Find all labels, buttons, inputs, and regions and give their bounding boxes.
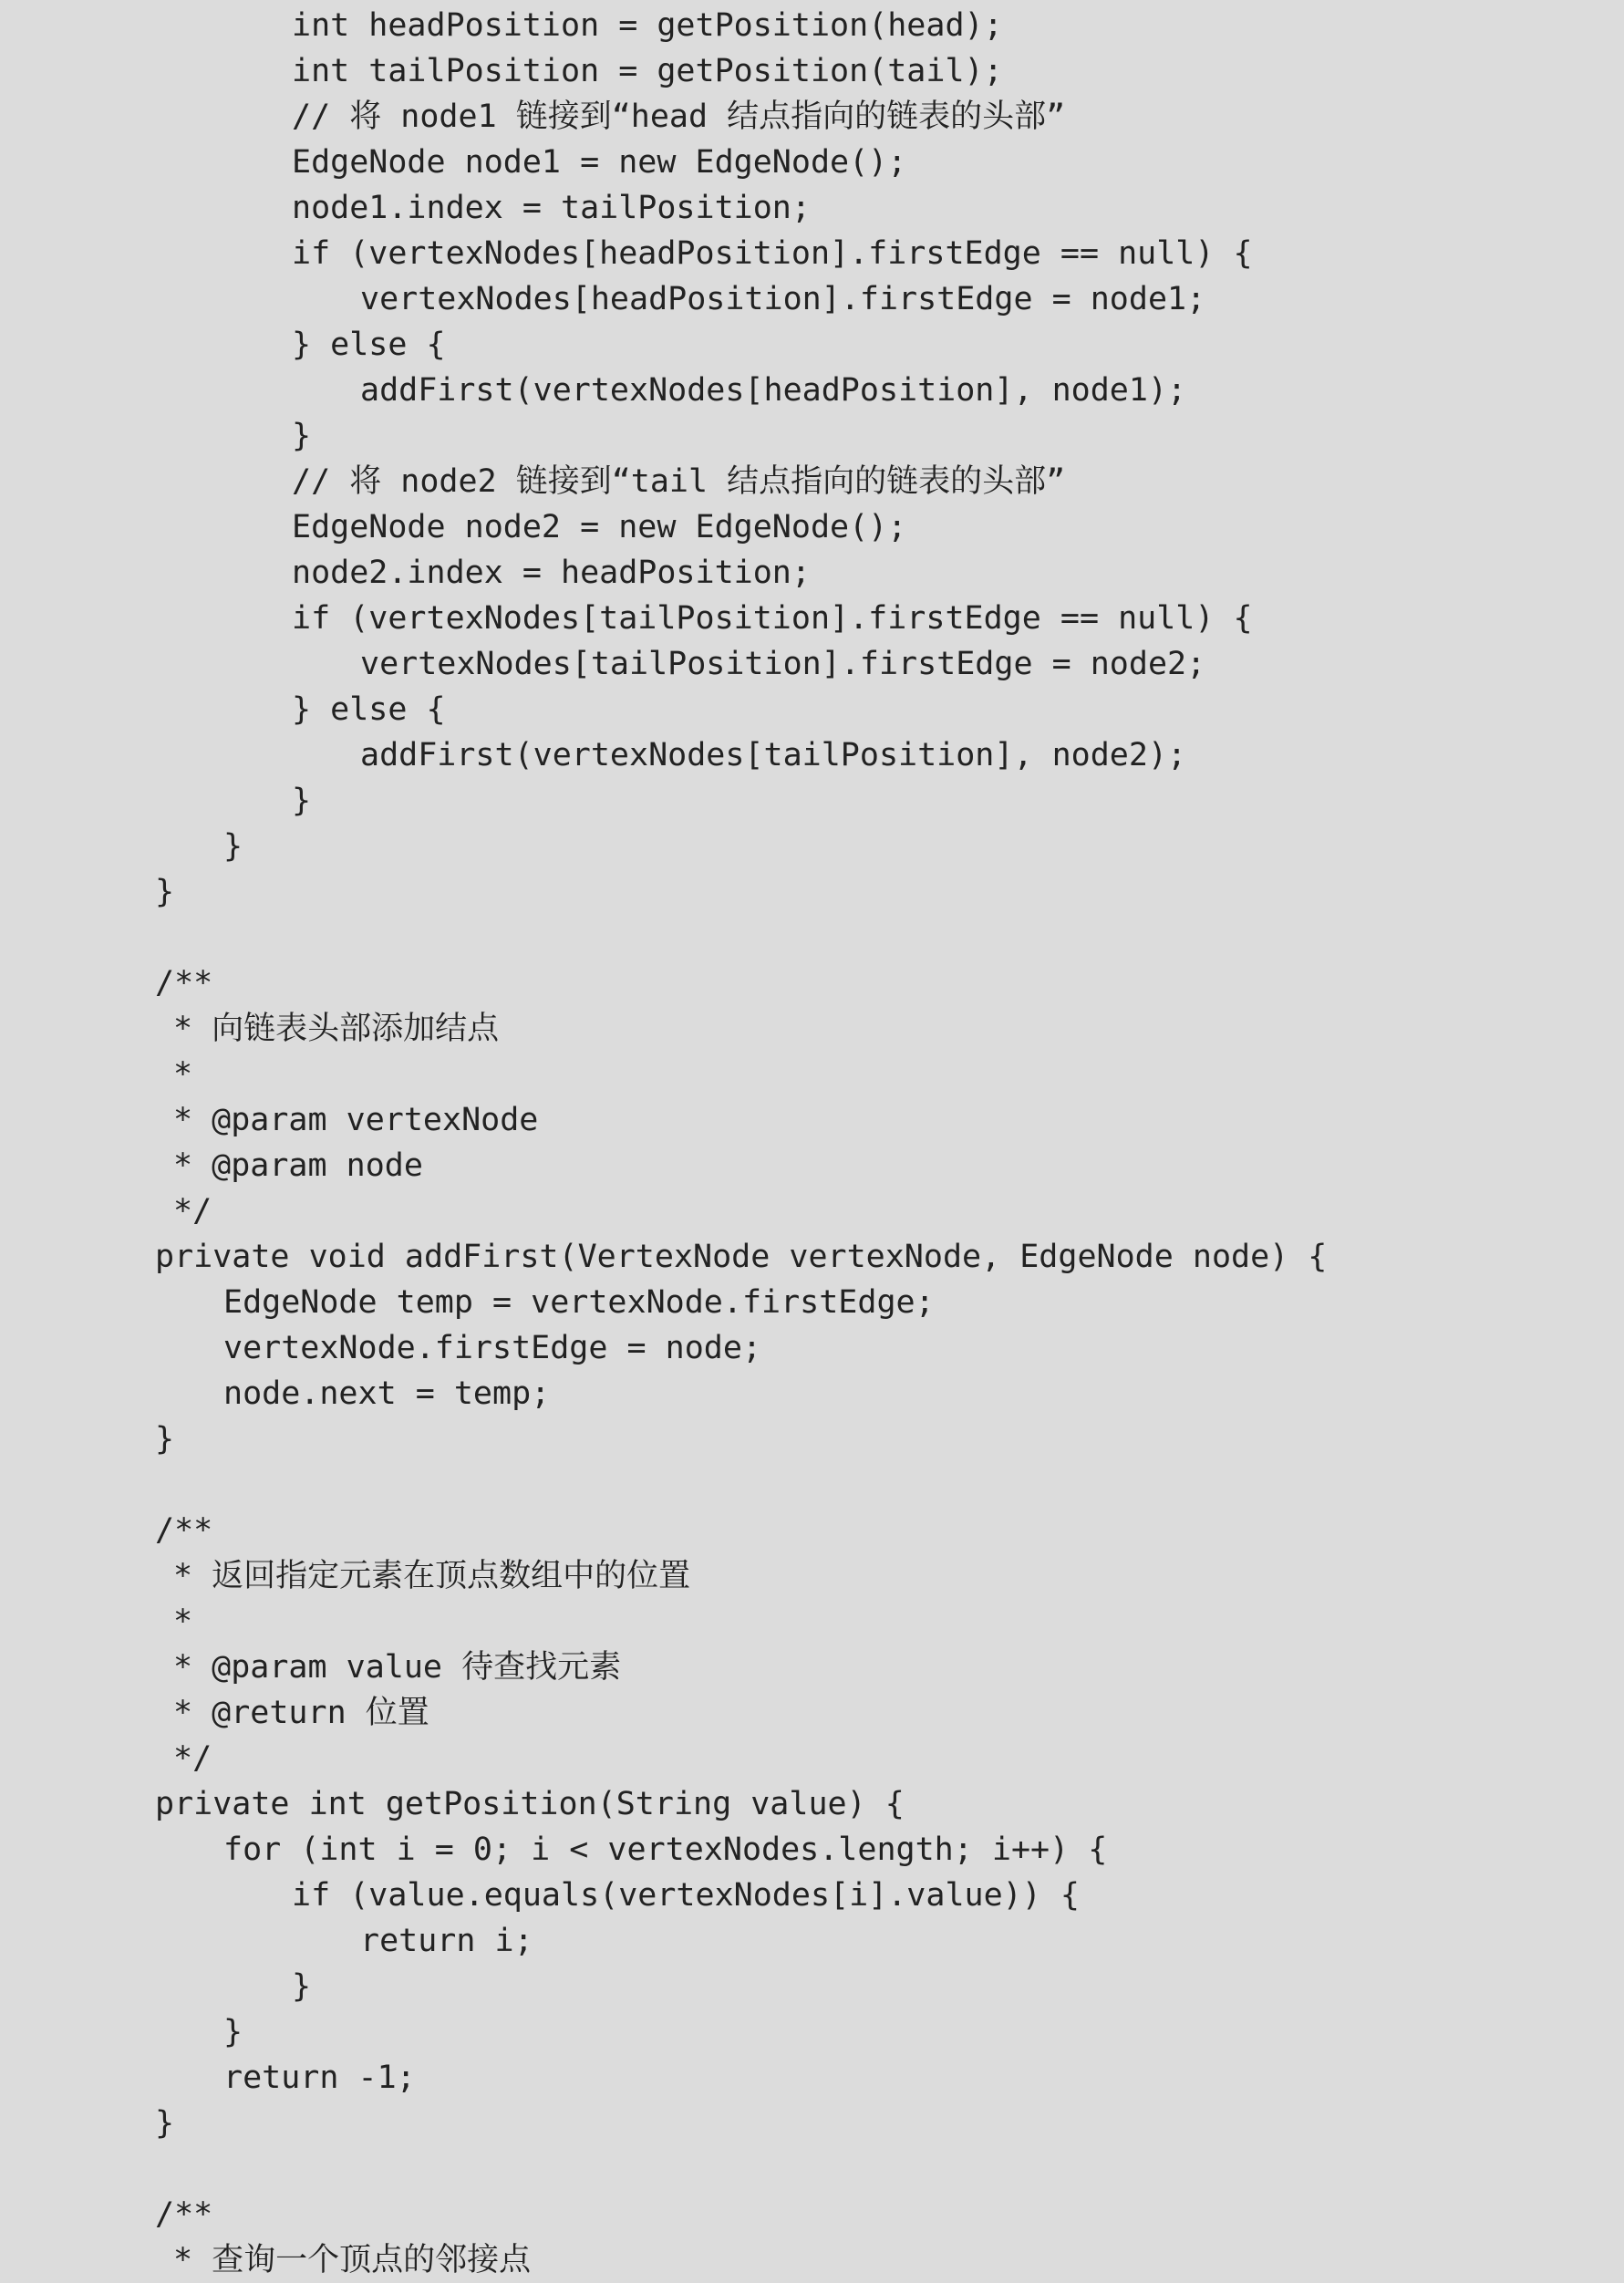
code-line: */: [173, 1740, 212, 1777]
code-line: // 将 node2 链接到“tail 结点指向的链表的头部”: [292, 463, 1066, 500]
code-line: EdgeNode node1 = new EdgeNode();: [292, 144, 907, 181]
code-line: }: [223, 2014, 243, 2050]
code-line: node2.index = headPosition;: [292, 555, 811, 591]
code-line: node1.index = tailPosition;: [292, 190, 811, 226]
code-line: addFirst(vertexNodes[headPosition], node1);: [360, 372, 1187, 409]
code-line: return -1;: [223, 2060, 416, 2096]
code-line: /**: [155, 965, 213, 1001]
code-line: EdgeNode node2 = new EdgeNode();: [292, 509, 907, 545]
code-line: /**: [155, 2196, 213, 2233]
code-line: * @return 位置: [173, 1695, 429, 1731]
code-line: }: [292, 1968, 312, 2005]
code-line: }: [292, 783, 312, 819]
code-line: }: [155, 1421, 175, 1458]
code-line: }: [155, 874, 175, 910]
code-line: * 查询一个顶点的邻接点: [173, 2242, 532, 2278]
code-line: * 返回指定元素在顶点数组中的位置: [173, 1558, 691, 1594]
code-line: vertexNodes[headPosition].firstEdge = node1;: [360, 281, 1206, 317]
code-line: if (vertexNodes[tailPosition].firstEdge == null) {: [292, 600, 1253, 637]
code-line: }: [223, 828, 243, 865]
code-line: int headPosition = getPosition(head);: [292, 7, 1003, 44]
code-line: * 向链表头部添加结点: [173, 1011, 500, 1047]
code-line: /**: [155, 1512, 213, 1549]
code-line: } else {: [292, 691, 446, 728]
code-line: *: [173, 1603, 193, 1640]
code-line: } else {: [292, 327, 446, 363]
code-line: if (value.equals(vertexNodes[i].value)) {: [292, 1877, 1080, 1914]
code-line: vertexNode.firstEdge = node;: [223, 1330, 762, 1366]
code-line: if (vertexNodes[headPosition].firstEdge == null) {: [292, 235, 1253, 272]
code-line: return i;: [360, 1923, 533, 1959]
code-line: }: [292, 418, 312, 454]
code-line: */: [173, 1193, 212, 1230]
code-line: // 将 node1 链接到“head 结点指向的链表的头部”: [292, 99, 1066, 135]
code-line: * @param value 待查找元素: [173, 1649, 622, 1686]
code-line: private int getPosition(String value) {: [155, 1786, 905, 1822]
code-line: EdgeNode temp = vertexNode.firstEdge;: [223, 1284, 935, 1321]
code-line: for (int i = 0; i < vertexNodes.length; i++) {: [223, 1832, 1108, 1868]
code-line: *: [173, 1056, 193, 1093]
code-line: addFirst(vertexNodes[tailPosition], node2);: [360, 737, 1187, 773]
code-line: vertexNodes[tailPosition].firstEdge = node2;: [360, 646, 1206, 682]
code-line: * @param node: [173, 1147, 423, 1184]
code-line: }: [155, 2105, 175, 2142]
code-line: * @param vertexNode: [173, 1102, 539, 1138]
code-line: private void addFirst(VertexNode vertexNode, EdgeNode node) {: [155, 1239, 1328, 1275]
code-line: int tailPosition = getPosition(tail);: [292, 53, 1003, 89]
code-line: node.next = temp;: [223, 1375, 551, 1412]
